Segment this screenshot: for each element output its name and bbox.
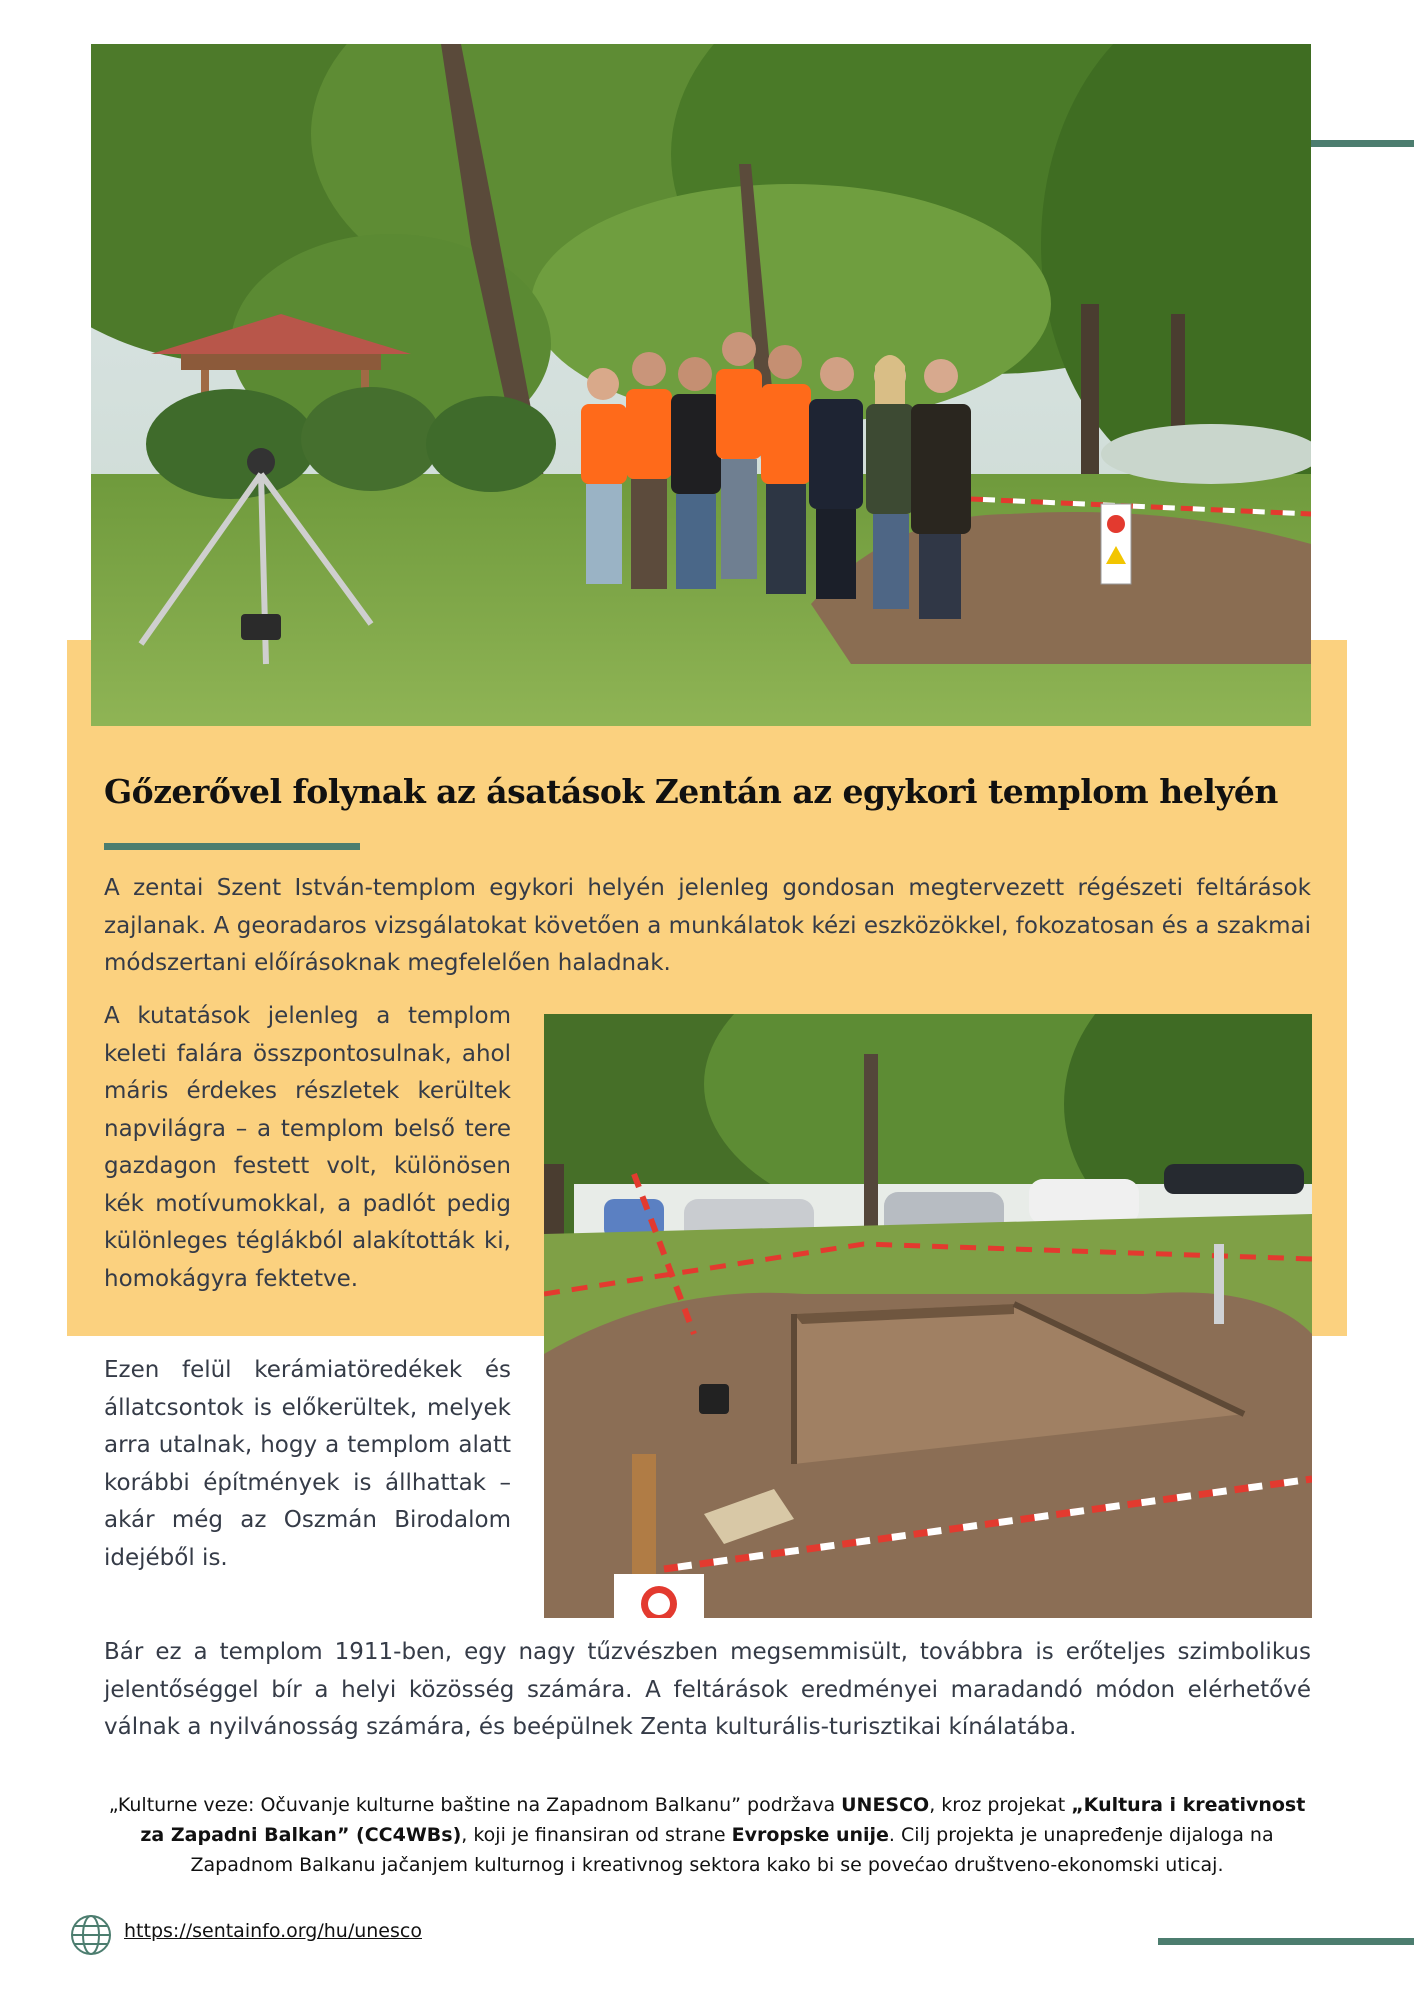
- team-photo: [91, 44, 1311, 726]
- accent-bar-top: [1310, 140, 1414, 147]
- credit-project: „Kultura i kreativnost za Zapadni Balkan” (CC4WBs): [140, 1794, 1306, 1846]
- credit-unesco: UNESCO: [841, 1794, 930, 1816]
- funding-credit: [100, 1790, 1314, 1880]
- conclusion-paragraph: Bár ez a templom 1911-ben, egy nagy tűzvészben megsemmisült, továbbra is erőteljes szimbolikus jelentőséggel bír a helyi közösség számára. A feltárások eredményei maradandó módon elérhetővé válnak a nyilvánosság számára, és beépülnek Zenta kulturális-turisztikai kínálatába.: [104, 1639, 1311, 1740]
- globe-icon: [70, 1914, 112, 1956]
- ceramics-paragraph: Ezen felül kerámiatöredékek és állatcsontok is előkerültek, melyek arra utalnak, hogy a templom alatt korábbi építmények is állhattak – akár még az Oszmán Birodalom idejéből is.: [104, 1357, 511, 1571]
- article-title: Gőzerővel folynak az ásatások Zentán az egykori templom helyén: [104, 772, 1278, 811]
- excavation-photo: [544, 1014, 1312, 1618]
- credit-text-3: , koji je finansiran od strane: [461, 1824, 732, 1846]
- title-underline: [104, 843, 360, 850]
- credit-text-2: , kroz projekat: [929, 1794, 1072, 1816]
- intro-paragraph: A zentai Szent István-templom egykori helyén jelenleg gondosan megtervezett régészeti feltárások zajlanak. A georadaros vizsgálatokat követően a munkálatok kézi eszközökkel, fokozatosan és a szakmai módszertani előírásoknak megfelelően haladnak.: [104, 875, 1311, 976]
- east-wall-paragraph: A kutatások jelenleg a templom keleti falára összpontosulnak, ahol máris érdekes részletek kerültek napvilágra – a templom belső tere gazdagon festett volt, különösen kék motívumokkal, a padlót pedig különleges téglákból alakították ki, homokágyra fektetve.: [104, 1003, 511, 1292]
- credit-text-1: „Kulturne veze: Očuvanje kulturne baštine na Zapadnom Balkanu” podržava: [108, 1794, 842, 1816]
- accent-bar-bottom: [1158, 1938, 1414, 1945]
- unesco-link[interactable]: https://sentainfo.org/hu/unesco: [124, 1920, 422, 1942]
- credit-eu: Evropske unije: [731, 1824, 889, 1846]
- credit-text-4: . Cilj projekta je unapređenje dijaloga na Zapadnom Balkanu jačanjem kulturnog i kreativnog sektora kako bi se povećao društveno-ekonomski uticaj.: [190, 1824, 1274, 1876]
